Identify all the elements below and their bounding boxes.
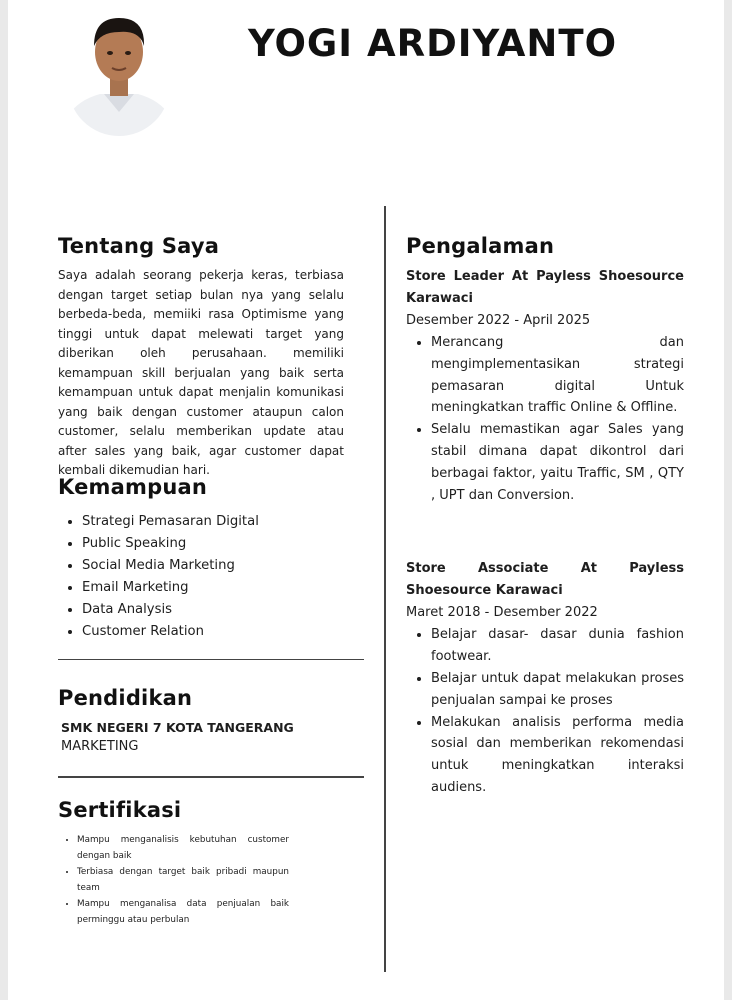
about-heading: Tentang Saya [58, 234, 220, 258]
job-entry [406, 266, 684, 506]
skill-item: • Data Analysis [82, 599, 344, 621]
job-bullets [406, 624, 684, 798]
candidate-name: YOGI ARDIYANTO [248, 22, 618, 65]
resume-page [8, 0, 724, 1000]
certifications-heading: Sertifikasi [58, 797, 182, 822]
job-bullet: • Belajar untuk dapat melakukan proses penjualan sampai ke proses [431, 668, 684, 712]
section-divider [58, 659, 364, 661]
skills-list [58, 511, 344, 643]
left-column [58, 234, 344, 928]
school-major: MARKETING [61, 739, 139, 754]
certification-item: • Mampu menganalisa data penjualan baik perminggu atau perbulan [77, 896, 289, 928]
job-title: Store Associate At Payless Shoesource Karawaci [406, 561, 684, 599]
job-bullet: • Merancang dan mengimplementasikan strategi pemasaran digital Untuk meningkatkan traffic Online & Offline. [431, 332, 684, 419]
job-bullets [406, 332, 684, 506]
job-entry [406, 558, 684, 798]
job-date: Maret 2018 - Desember 2022 [406, 605, 598, 621]
job-bullet: • Belajar dasar- dasar dunia fashion footwear. [431, 624, 684, 668]
skill-item: • Social Media Marketing [82, 555, 344, 577]
job-date: Desember 2022 - April 2025 [406, 313, 591, 328]
about-text: Saya adalah seorang pekerja keras, terbiasa dengan target setiap bulan nya yang selalu berbeda-beda, memiiki rasa Optimisme yang tinggi untuk dapat melewati target yang diberikan oleh perusahaan. memiliki kemampuan skill berjualan yang baik serta kemampuan untuk dapat menjalin komunikasi yang baik dengan customer ataupun calon customer, selalu memberikan update atau after sales yang baik, agar customer dapat kembali dikemudian hari. [58, 268, 344, 477]
school-name: SMK NEGERI 7 KOTA TANGERANG [61, 720, 294, 735]
skill-item: • Public Speaking [82, 533, 344, 555]
certification-item: • Terbiasa dengan target baik pribadi maupun team [77, 864, 289, 896]
job-title: Store Leader At Payless Shoesource Karawaci [406, 269, 684, 306]
skill-item: • Strategi Pemasaran Digital [82, 511, 344, 533]
section-divider [58, 776, 364, 778]
experience-heading: Pengalaman [406, 234, 555, 258]
education-heading: Pendidikan [58, 686, 193, 710]
right-column [406, 234, 684, 799]
job-bullet: • Selalu memastikan agar Sales yang stabil dimana dapat dikontrol dari berbagai faktor, yaitu Traffic, SM , QTY , UPT dan Conversion. [431, 419, 684, 506]
person-portrait-icon [68, 8, 170, 136]
skills-heading: Kemampuan [58, 474, 207, 499]
certification-item: • Mampu menganalisis kebutuhan customer dengan baik [77, 832, 289, 864]
certifications-list [58, 832, 289, 928]
column-divider [384, 206, 386, 972]
skill-item: • Email Marketing [82, 577, 344, 599]
profile-photo [68, 8, 170, 136]
skill-item: • Customer Relation [82, 621, 344, 643]
job-bullet: • Melakukan analisis performa media sosial dan memberikan rekomendasi untuk meningkatkan interaksi audiens. [431, 712, 684, 799]
